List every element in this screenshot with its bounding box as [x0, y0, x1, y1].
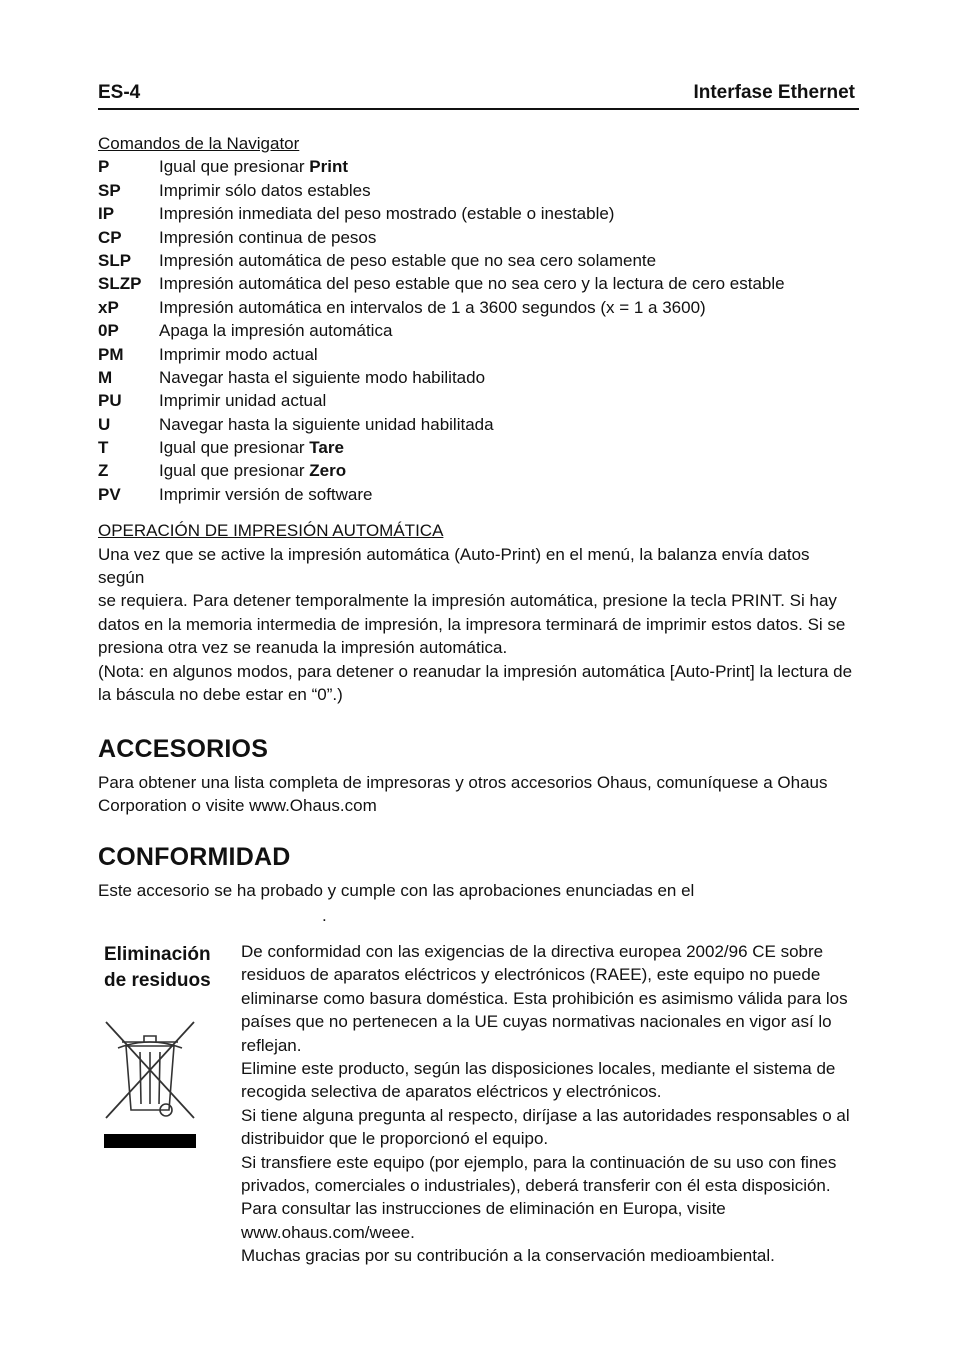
command-description-text: Igual que presionar [159, 461, 310, 481]
command-code: IP [98, 204, 115, 224]
conformity-paragraph: Este accesorio se ha probado y cumple con las aprobaciones enunciadas en el [98, 881, 695, 901]
command-description-text: Igual que presionar [159, 157, 310, 177]
command-code: P [98, 157, 110, 177]
command-description-text: Navegar hasta el siguiente modo habilitado [159, 367, 486, 387]
command-row [98, 179, 858, 202]
disposal-text [241, 940, 858, 1268]
command-description [159, 226, 858, 249]
auto-print-line: presiona otra vez se reanuda la impresión automática. [98, 638, 508, 658]
command-code: Z [98, 461, 109, 481]
disposal-line: Muchas gracias por su contribución a la conservación medioambiental. [241, 1246, 775, 1266]
disposal-line: recogida selectiva de aparatos eléctricos y electrónicos. [241, 1082, 662, 1102]
disposal-line: países que no pertenecen a la UE cuyas normativas nacionales en vigor así lo [241, 1012, 832, 1032]
page-number: ES-4 [98, 82, 141, 103]
disposal-line: distribuidor que le proporcionó el equipo. [241, 1129, 549, 1149]
command-row [98, 343, 858, 366]
auto-print-line: Una vez que se active la impresión automática (Auto-Print) en el menú, la balanza envía datos según [98, 544, 810, 588]
command-description [159, 366, 858, 389]
command-description-text: Impresión continua de pesos [159, 227, 377, 247]
disposal-line: Si transfiere este equipo (por ejemplo, para la continuación de su uso con fines [241, 1152, 837, 1172]
command-code: SP [98, 180, 121, 200]
section-title: Interfase Ethernet [693, 82, 855, 103]
command-description-text: Imprimir versión de software [159, 484, 373, 504]
disposal-line: De conformidad con las exigencias de la directiva europea 2002/96 CE sobre [241, 942, 824, 961]
accessories-paragraph [98, 771, 858, 818]
disposal-line: Para consultar las instrucciones de eliminación en Europa, visite [241, 1199, 726, 1219]
command-description [159, 413, 858, 436]
auto-print-line: datos en la memoria intermedia de impresión, la impresora terminará de imprimir estos datos. Si se [98, 614, 846, 634]
auto-print-line: se requiera. Para detener temporalmente la impresión automática, presione la tecla PRINT. Si hay [98, 591, 837, 611]
command-code: U [98, 414, 111, 434]
accessories-line: Para obtener una lista completa de impresoras y otros accesorios Ohaus, comuníquese a Ohaus [98, 772, 828, 792]
command-row [98, 319, 858, 342]
accessories-line: Corporation o visite www.Ohaus.com [98, 795, 377, 815]
command-description [159, 296, 858, 319]
command-description-text: Imprimir unidad actual [159, 391, 327, 411]
command-row [98, 436, 858, 459]
command-description-text: Impresión automática en intervalos de 1 a 3600 segundos (x = 1 a 3600) [159, 297, 706, 317]
command-description-text: Impresión inmediata del peso mostrado (estable o inestable) [159, 204, 615, 224]
command-row [98, 296, 858, 319]
command-row [98, 226, 858, 249]
command-row [98, 155, 858, 178]
disposal-line: reflejan. [241, 1035, 302, 1055]
command-code: PM [98, 344, 124, 364]
command-row [98, 366, 858, 389]
disposal-line: privados, comerciales o industriales), deberá transferir con él esta disposición. [241, 1176, 831, 1196]
command-key-name: Print [309, 157, 349, 177]
command-description-text: Impresión automática del peso estable que no sea cero y la lectura de cero estable [159, 274, 785, 294]
command-code: 0P [98, 321, 119, 341]
auto-print-line: (Nota: en algunos modos, para detener o reanudar la impresión automática [Auto-Print] la lectura de [98, 661, 853, 681]
command-row [98, 413, 858, 436]
command-code: M [98, 367, 113, 387]
command-code: SLZP [98, 274, 142, 294]
command-description-text: Imprimir sólo datos estables [159, 180, 371, 200]
command-description-text: Igual que presionar [159, 438, 310, 458]
command-description [159, 202, 858, 225]
command-row [98, 389, 858, 412]
command-key-name: Tare [309, 438, 344, 458]
commands-table [98, 155, 858, 506]
weee-crossed-bin-icon [104, 1018, 196, 1150]
commands-heading: Comandos de la Navigator [98, 134, 300, 153]
disposal-line: Elimine este producto, según las disposiciones locales, mediante el sistema de [241, 1059, 836, 1079]
command-description-text: Impresión automática de peso estable que no sea cero solamente [159, 250, 657, 270]
disposal-label-line2: de residuos [104, 970, 211, 991]
command-description-text: Navegar hasta la siguiente unidad habilitada [159, 414, 494, 434]
command-description [159, 436, 858, 459]
command-description [159, 343, 858, 366]
command-row [98, 249, 858, 272]
disposal-section [98, 940, 858, 1280]
conformity-heading: CONFORMIDAD [98, 843, 291, 872]
disposal-line: eliminarse como basura doméstica. Esta prohibición es asimismo válida para los [241, 988, 848, 1008]
command-description [159, 459, 858, 482]
auto-print-line: la báscula no debe estar en “0”.) [98, 685, 343, 705]
disposal-line: residuos de aparatos eléctricos y electrónicos (RAEE), este equipo no puede [241, 965, 821, 985]
page-header [98, 82, 859, 110]
disposal-label-line1: Eliminación [104, 944, 211, 965]
command-description-text: Imprimir modo actual [159, 344, 318, 364]
command-description [159, 179, 858, 202]
command-description [159, 319, 858, 342]
main-content [98, 132, 858, 929]
command-row [98, 459, 858, 482]
command-code: SLP [98, 250, 132, 270]
auto-print-heading: OPERACIÓN DE IMPRESIÓN AUTOMÁTICA [98, 521, 444, 541]
disposal-line: www.ohaus.com/weee. [241, 1222, 415, 1242]
command-code: CP [98, 227, 122, 247]
command-description [159, 389, 858, 412]
command-row [98, 202, 858, 225]
command-description [159, 483, 858, 506]
command-description-text: Apaga la impresión automática [159, 321, 393, 341]
command-row [98, 272, 858, 295]
command-description [159, 249, 858, 272]
command-code: PV [98, 484, 121, 504]
command-description [159, 272, 858, 295]
conformity-dot: . [322, 905, 327, 925]
command-description [159, 155, 858, 178]
auto-print-paragraph [98, 543, 858, 707]
accessories-heading: ACCESORIOS [98, 734, 269, 763]
command-row [98, 483, 858, 506]
command-code: xP [98, 297, 119, 317]
command-code: T [98, 438, 109, 458]
disposal-label [104, 942, 234, 994]
disposal-line: Si tiene alguna pregunta al respecto, diríjase a las autoridades responsables o al [241, 1105, 850, 1125]
command-code: PU [98, 391, 122, 411]
command-key-name: Zero [309, 461, 347, 481]
